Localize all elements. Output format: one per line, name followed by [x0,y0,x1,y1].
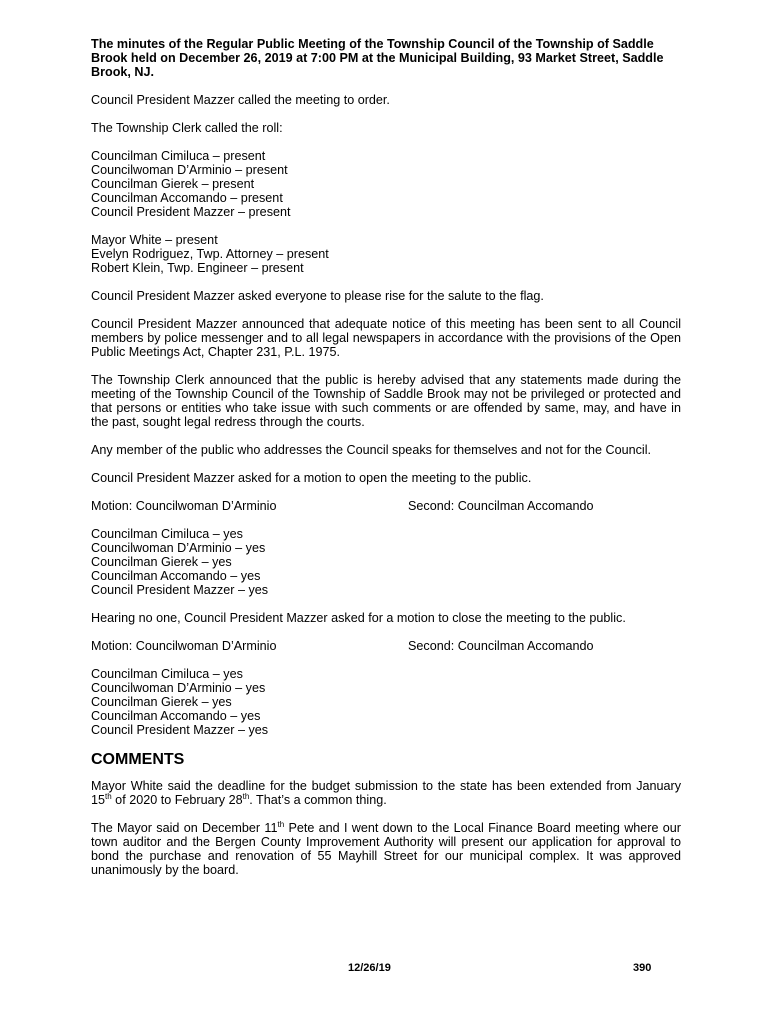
paragraph-mayor-budget: Mayor White said the deadline for the budget submission to the state has been extended from January 15th of 2020 to February 28th. That’s a common thing. [91,779,681,807]
comments-heading: COMMENTS [91,751,185,768]
roll-council-list [91,149,681,219]
paragraph-clerk-announcement: The Township Clerk announced that the public is hereby advised that any statements made during the meeting of the Township Council of the Township of Saddle Brook may not be privileged or protected and that persons or entities who take issue with such comments or are offended by same, may, and have in the past, sought legal redress through the courts. [91,373,681,429]
vote-line: Councilman Gierek – yes [91,555,232,569]
document-page [91,37,681,891]
page-number: 390 [633,962,652,974]
motion-row-close [91,639,681,653]
vote-line: Council President Mazzer – yes [91,583,269,597]
paragraph-close-meeting: Hearing no one, Council President Mazzer asked for a motion to close the meeting to the public. [91,611,626,625]
roll-line: Evelyn Rodriguez, Twp. Attorney – present [91,247,329,261]
vote-list-open [91,527,681,597]
motion-text: Motion: Councilwoman D’Arminio [91,639,277,653]
roll-line: Councilman Gierek – present [91,177,255,191]
vote-line: Councilman Cimiluca – yes [91,527,243,541]
motion-row-open [91,499,681,513]
roll-officials-list [91,233,681,275]
roll-line: Councilman Accomando – present [91,191,283,205]
roll-line: Councilwoman D’Arminio – present [91,163,288,177]
second-text: Second: Councilman Accomando [408,499,594,513]
vote-line: Councilman Cimiluca – yes [91,667,243,681]
roll-line: Mayor White – present [91,233,218,247]
motion-text: Motion: Councilwoman D’Arminio [91,499,277,513]
roll-line: Council President Mazzer – present [91,205,291,219]
second-text: Second: Councilman Accomando [408,639,594,653]
paragraph-flag-salute: Council President Mazzer asked everyone to please rise for the salute to the flag. [91,289,544,303]
paragraph-notice: Council President Mazzer announced that adequate notice of this meeting has been sent to all Council members by police messenger and to all legal newspapers in accordance with the provisions of the Open Public Meetings Act, Chapter 231, P.L. 1975. [91,317,681,359]
vote-line: Councilman Accomando – yes [91,569,261,583]
vote-line: Council President Mazzer – yes [91,723,269,737]
vote-line: Councilman Accomando – yes [91,709,261,723]
paragraph-open-meeting: Council President Mazzer asked for a motion to open the meeting to the public. [91,471,532,485]
vote-line: Councilwoman D’Arminio – yes [91,681,266,695]
paragraph-called-to-order: Council President Mazzer called the meeting to order. [91,93,390,107]
paragraph-public-member: Any member of the public who addresses the Council speaks for themselves and not for the Council. [91,443,652,457]
roll-line: Councilman Cimiluca – present [91,149,266,163]
roll-line: Robert Klein, Twp. Engineer – present [91,261,304,275]
vote-list-close [91,667,681,737]
document-title: The minutes of the Regular Public Meeting of the Township Council of the Township of Saddle Brook held on December 26, 2019 at 7:00 PM at the Municipal Building, 93 Market Street, Saddle Brook, NJ. [91,37,664,79]
footer-date: 12/26/19 [348,962,391,974]
vote-line: Councilman Gierek – yes [91,695,232,709]
paragraph-mayor-finance-board: The Mayor said on December 11th Pete and I went down to the Local Finance Board meeting where our town auditor and the Bergen County Improvement Authority will present our application for approval to bond the purchase and renovation of 55 Mayhill Street for our municipal complex. It was approved unanimously by the board. [91,819,681,877]
vote-line: Councilwoman D’Arminio – yes [91,541,266,555]
paragraph-roll-call: The Township Clerk called the roll: [91,121,283,135]
